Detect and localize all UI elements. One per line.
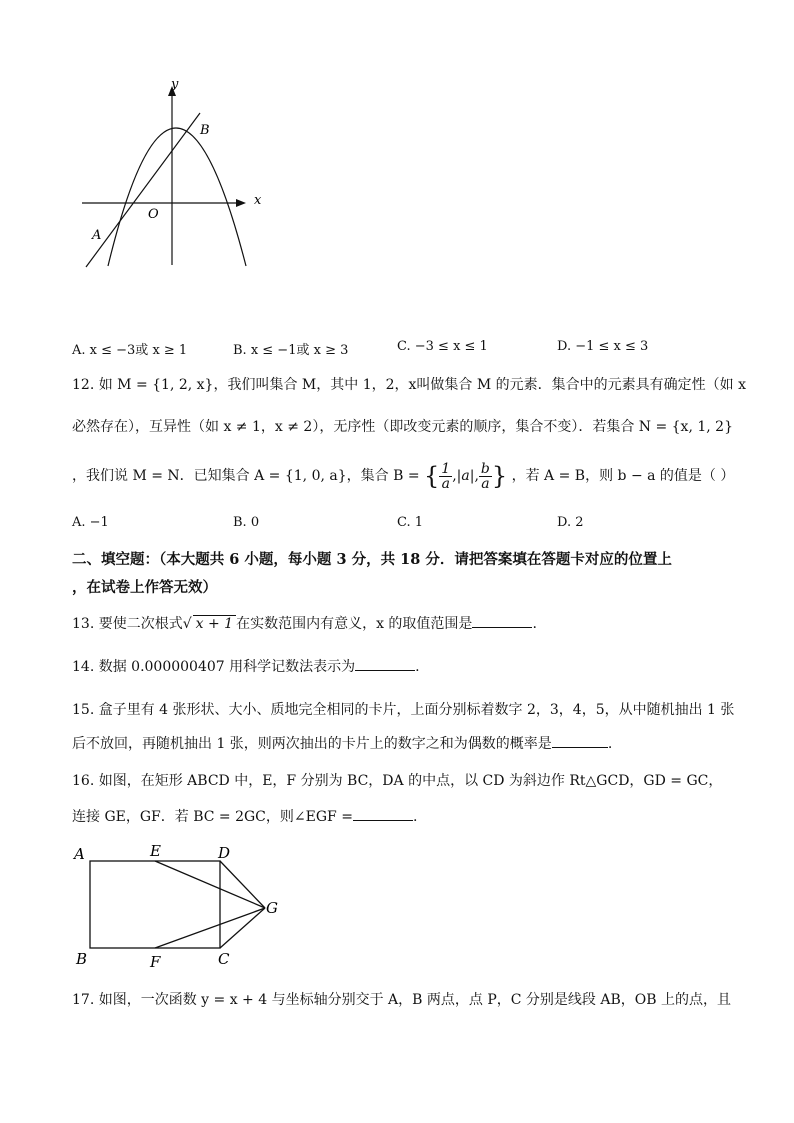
- q15-end: .: [607, 736, 613, 752]
- q12-line-3-post: ，若 A = B，则 b − a 的值是（ ）: [511, 468, 735, 484]
- q15-line-2-pre: 后不放回，再随机抽出 1 张，则两次抽出的卡片上的数字之和为偶数的概率是: [72, 736, 552, 752]
- section-2-heading-line-2: ，在试卷上作答无效）: [72, 579, 217, 596]
- q16-line-2: [72, 806, 417, 826]
- segment-dg: [220, 861, 265, 908]
- vertex-b-label: B: [76, 950, 88, 968]
- point-f-label: F: [150, 953, 161, 971]
- y-axis-label: y: [171, 77, 179, 92]
- x-axis-label: x: [254, 193, 262, 208]
- parabola-line-figure: [70, 70, 280, 280]
- parabola-curve: [108, 128, 246, 266]
- fraction-1-over-a: [439, 462, 452, 491]
- point-e-label: E: [150, 842, 161, 860]
- frac2-numerator: b: [480, 460, 490, 477]
- q13-pre: 13. 要使二次根式: [72, 616, 183, 632]
- q16-line-1: 16. 如图，在矩形 ABCD 中，E，F 分别为 BC，DA 的中点，以 CD 为斜边作 Rt△GCD，GD = GC，: [72, 773, 723, 789]
- q13-post: 在实数范围内有意义，x 的取值范围是: [236, 616, 473, 632]
- frac1-numerator: 1: [441, 460, 451, 477]
- q16-end: .: [412, 809, 418, 825]
- q15-answer-blank[interactable]: [552, 735, 608, 748]
- q12-line-3: ，我们说 M = N．已知集合 A = {1, 0, a}，集合 B = { $\frac{1}{a}$ ,|a|, $\frac{b}{a}$ } ，若 A = B，则 b − a 的值是（ ）: [72, 460, 735, 492]
- right-brace: }: [491, 462, 508, 490]
- fraction-b-over-a: [479, 462, 492, 491]
- line-graph: [86, 113, 200, 267]
- rectangle-abcd: [90, 861, 220, 948]
- segment-fg: [155, 908, 265, 948]
- q14: [72, 656, 420, 676]
- q17-line-1: 17. 如图，一次函数 y = x + 4 与坐标轴分别交于 A，B 两点，点 P，C 分别是线段 AB，OB 上的点，且: [72, 992, 731, 1008]
- q14-pre: 14. 数据 0.000000407 用科学记数法表示为: [72, 659, 356, 675]
- point-b-label: B: [200, 123, 210, 138]
- rectangle-figure: [70, 840, 300, 975]
- point-a-label: A: [92, 228, 102, 243]
- vertex-d-label: D: [218, 844, 231, 862]
- q13-answer-blank[interactable]: [472, 615, 532, 628]
- q11-option-d: D. −1 ≤ x ≤ 3: [557, 339, 649, 354]
- frac2-denominator: a: [481, 475, 490, 492]
- q11-option-a: A. x ≤ −3或 x ≥ 1: [72, 343, 188, 358]
- q12-line-2: 必然存在），互异性（如 x ≠ 1，x ≠ 2），无序性（即改变元素的顺序，集合不变）．若集合 N = {x, 1, 2}: [72, 419, 733, 435]
- q15-line-2: [72, 733, 612, 753]
- q16-line-2-pre: 连接 GE，GF．若 BC = 2GC，则∠EGF =: [72, 809, 353, 825]
- sqrt-sign: √: [182, 616, 192, 632]
- q16-answer-blank[interactable]: [353, 808, 413, 821]
- q12-option-d: D. 2: [557, 515, 584, 530]
- q12-option-c: C. 1: [397, 515, 424, 530]
- q13-end: .: [532, 616, 537, 632]
- point-g-label: G: [266, 899, 278, 917]
- q13: [72, 613, 537, 633]
- origin-label: O: [148, 207, 159, 222]
- q12-line-1: 12. 如 M = {1, 2, x}，我们叫集合 M，其中 1，2，x叫做集合 M 的元素．集合中的元素具有确定性（如 x: [72, 377, 746, 393]
- segment-cg: [220, 908, 265, 948]
- q11-option-b: B. x ≤ −1或 x ≥ 3: [233, 343, 349, 358]
- section-2-heading-line-1: 二、填空题：（本大题共 6 小题，每小题 3 分，共 18 分．请把答案填在答题卡对应的位置上: [72, 551, 672, 568]
- q12-line-3-pre: ，我们说 M = N．已知集合 A = {1, 0, a}，集合 B =: [72, 468, 420, 484]
- sqrt-radicand: x + 1: [193, 615, 236, 632]
- abs-a: |a|: [456, 468, 475, 484]
- vertex-c-label: C: [218, 950, 230, 968]
- q14-end: .: [415, 659, 420, 675]
- x-axis-arrow: [236, 199, 246, 207]
- frac1-denominator: a: [441, 475, 450, 492]
- q14-answer-blank[interactable]: [355, 658, 415, 671]
- segment-eg: [155, 861, 265, 908]
- q12-option-b: B. 0: [233, 515, 260, 530]
- left-brace: {: [424, 462, 440, 490]
- q11-option-c: C. −3 ≤ x ≤ 1: [397, 339, 488, 354]
- q15-line-1: 15. 盒子里有 4 张形状、大小、质地完全相同的卡片，上面分别标着数字 2，3，4，5，从中随机抽出 1 张: [72, 702, 735, 718]
- vertex-a-label: A: [74, 845, 85, 863]
- q12-option-a: A. −1: [72, 515, 109, 530]
